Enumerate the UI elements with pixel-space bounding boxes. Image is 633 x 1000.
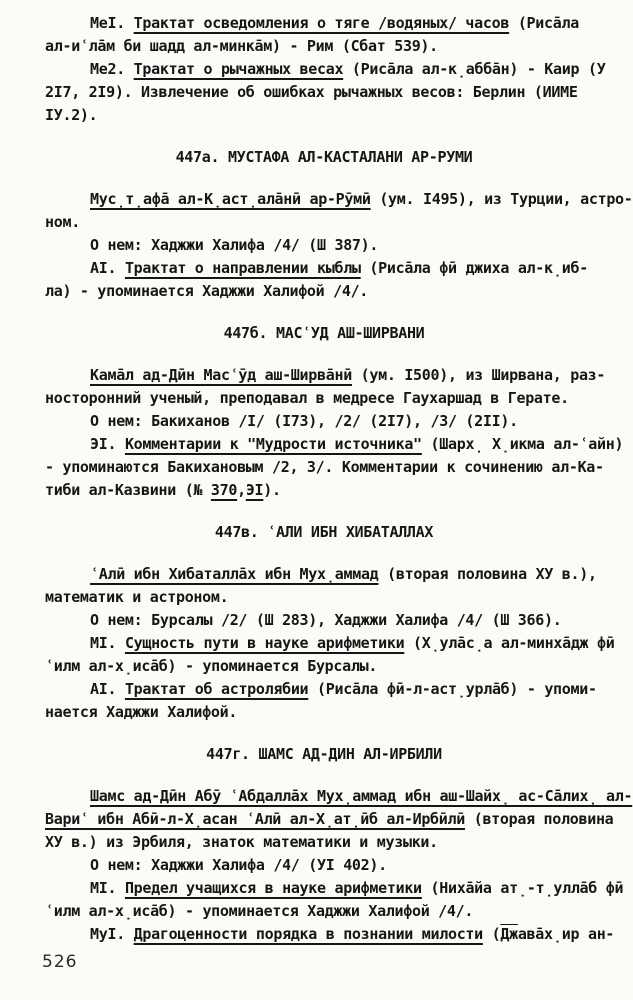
paragraph (45, 678, 603, 724)
text-segment: носторонний ученый, преподавал в медресе Гаухаршад в Герате. (45, 389, 569, 407)
text-line (45, 35, 603, 58)
text-segment: О нем: Бурсалы /2/ (Ш 283), Хаджжи Халифа /4/ (Ш 366). (90, 611, 562, 629)
text-segment: О нем: Хаджжи Халифа /4/ (УI 402). (90, 856, 387, 874)
paragraph (45, 410, 603, 433)
text-line (45, 81, 603, 104)
text-segment: МуI. (90, 925, 134, 943)
text-segment: ЭI. (90, 435, 125, 453)
text-segment: МеI. (90, 14, 134, 32)
text-segment: 2I7, 2I9). Извлечение об ошибках рычажных весов: Берлин (ИИМЕ (45, 83, 578, 101)
text-segment: (ум. I495), из Турции, астро- (370, 190, 633, 208)
paragraph (45, 58, 606, 127)
text-line (45, 364, 606, 387)
text-segment: (Риса̄ла фӣ джиха ал-к̣иб- (360, 259, 588, 277)
text-segment: ʿилм ал-х̣иса̄б) - упоминается Бурсалы. (45, 657, 378, 675)
text-segment: ). (263, 481, 281, 499)
paragraph (45, 563, 603, 609)
text-segment: АI. (90, 680, 125, 698)
section-heading: 447б. МАСʿУД АШ-ШИРВАНИ (223, 324, 425, 342)
text-line (45, 563, 603, 586)
text-segment: (Риса̄ла ал-к̣абба̄н) - Каир (У (343, 60, 606, 78)
paragraph (45, 854, 603, 877)
text-line (45, 632, 615, 655)
paragraph (45, 188, 633, 234)
text-line (45, 808, 614, 831)
underlined-text: Шамс ад-Дӣн Абӯ ʿАбдалла̄х Мух̣аммад ибн аш-Шайх̣ ас-Са̄лих̣ ал- (90, 787, 633, 805)
page-number: 526 (42, 952, 78, 972)
text-segment: ла) - упоминается Хаджжи Халифой /4/. (45, 282, 369, 300)
text-segment: (Ниха̄йа ат̣-т̣улла̄б фӣ (421, 879, 624, 897)
underlined-text: Предел учащихся в науке арифметики (124, 879, 422, 897)
paragraph (45, 632, 615, 678)
text-segment: (Х̣ула̄с̣а ал-минха̄дж фӣ (404, 634, 615, 652)
underlined-text: Трактат о рычажных весах (133, 60, 344, 78)
text-segment: (Шарх̣ Х̣икма ал-ʿайн) (421, 435, 624, 453)
text-segment: О нем: Хаджжи Халифа /4/ (Ш 387). (90, 236, 379, 254)
text-segment: IУ.2). (45, 106, 98, 124)
text-line (45, 479, 603, 502)
text-line (45, 387, 603, 410)
text-line (45, 104, 603, 127)
underlined-text: Кама̄л ад-Дӣн Масʿӯд аш-Ширва̄нӣ (90, 366, 352, 384)
text-segment: ( (482, 925, 501, 943)
paragraph (45, 364, 606, 410)
text-line (45, 609, 603, 632)
underlined-text: Вариʿ ибн Абӣ-л-Х̣асан ʿАлӣ ал-Х̣ат̣ӣб ал-Ирбӣлӣ (45, 810, 465, 828)
text-line (45, 655, 603, 678)
paragraph (45, 257, 603, 303)
underlined-text: Комментарии к "Мудрости источника" (124, 435, 422, 453)
text-line (45, 58, 606, 81)
underlined-text: 370 (210, 481, 238, 499)
underlined-text: Трактат осведомления о тяге /водяных/ часов (133, 14, 510, 32)
text-line (45, 900, 603, 923)
paragraph (45, 12, 603, 58)
text-line (45, 678, 603, 701)
underlined-text: Трактат об астролябии (124, 680, 309, 698)
text-segment: (вторая половина (464, 810, 614, 828)
text-line (45, 280, 603, 303)
text-segment: математик и астроном. (45, 588, 229, 606)
text-segment: ХУ в.) из Эрбиля, знаток математики и музыки. (45, 833, 438, 851)
underlined-text: Мус̣т̣афа̄ ал-К̣аст̣ала̄нӣ ар-Рӯмӣ (90, 190, 371, 208)
text-line (45, 854, 603, 877)
text-line (45, 211, 603, 234)
paragraph (45, 785, 633, 854)
text-line (45, 877, 624, 900)
text-line (45, 12, 603, 35)
text-line (45, 257, 603, 280)
paragraph (45, 609, 603, 632)
paragraph (45, 923, 615, 946)
text-line (45, 410, 603, 433)
paragraph (45, 433, 624, 502)
text-segment: (Риса̄ла (509, 14, 579, 32)
text-line (45, 701, 603, 724)
section-heading: 447а. МУСТАФА АЛ-КАСТАЛАНИ АР-РУМИ (175, 148, 473, 166)
text-segment: тиби ал-Казвини (№ (45, 481, 211, 499)
text-line (45, 785, 633, 808)
text-segment: (Риса̄ла фӣ-л-аст̣урла̄б) - упоми- (308, 680, 597, 698)
text-segment: (вторая половина ХУ в.), (378, 565, 597, 583)
text-line (45, 586, 603, 609)
text-segment: МI. (90, 634, 125, 652)
section-heading: 447в. ʿАЛИ ИБН ХИБАТАЛЛАХ (214, 523, 434, 541)
text-segment: ал-иʿла̄м би шадд ал-минка̄м) - Рим (Сбат 539). (45, 37, 438, 55)
page-content (45, 12, 633, 946)
text-segment: , (237, 481, 246, 499)
underlined-text: ЭI (245, 481, 264, 499)
text-segment: ава̄х̣ир ан- (517, 925, 615, 943)
text-segment: ʿилм ал-х̣иса̄б) - упоминается Хаджжи Халифой /4/. (45, 902, 474, 920)
paragraph (45, 877, 624, 923)
text-line (45, 923, 615, 946)
paragraph (45, 234, 603, 257)
text-line (45, 433, 624, 456)
text-segment: - упоминаются Бакихановым /2, 3/. Комментарии к сочинению ал-Ка- (45, 458, 604, 476)
text-segment: нается Хаджжи Халифой. (45, 703, 238, 721)
text-line (45, 234, 603, 257)
text-line (45, 456, 603, 479)
text-segment: Ме2. (90, 60, 134, 78)
text-segment: (ум. I500), из Ширвана, раз- (351, 366, 606, 384)
text-segment: О нем: Бакиханов /I/ (I73), /2/ (2I7), /3/ (2II). (90, 412, 518, 430)
text-segment: МI. (90, 879, 125, 897)
text-segment: АI. (90, 259, 125, 277)
text-segment: ном. (45, 213, 80, 231)
section-heading: 447г. ШАМС АД-ДИН АЛ-ИРБИЛИ (206, 745, 442, 763)
overlined-text: Дж (500, 925, 518, 943)
underlined-text: Трактат о направлении кыблы (124, 259, 361, 277)
text-line (45, 188, 633, 211)
underlined-text: ʿАлӣ ибн Хибаталла̄х ибн Мух̣аммад (90, 565, 379, 583)
underlined-text: Драгоценности порядка в познании милости (133, 925, 483, 943)
underlined-text: Сущность пути в науке арифметики (124, 634, 405, 652)
text-line (45, 831, 603, 854)
